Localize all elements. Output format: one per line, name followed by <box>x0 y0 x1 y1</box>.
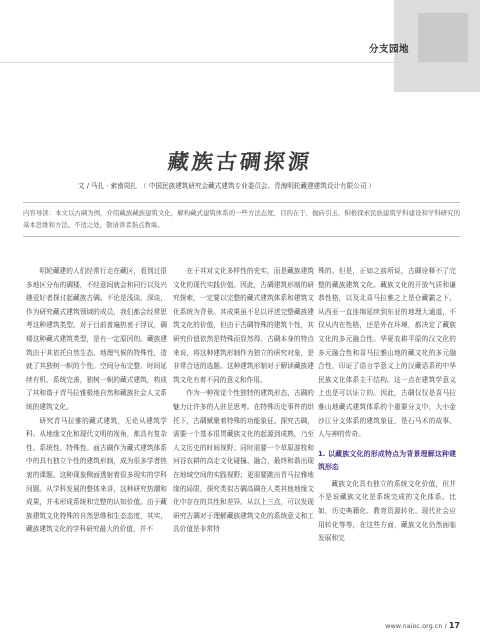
footer-separator: / <box>444 622 447 630</box>
section-heading: 1. 以藏族文化的形成特点为背景理解这种建筑形态 <box>318 449 456 471</box>
paragraph: 作为一种视觉个性独特的建筑形态，古碉的魅力让许多的人驻足思考。在特殊历史事件的烘托下，古碉赋聚着特殊的功能象征。探究古碉，需要一个基本很贯藏族文化的起源到成熟，乃至人文历史的时间视野；同时需要一个草原游牧和河谷农耕的高走文化碰撞、融合，最终和谐出现在地域空间的实践视野；更需要跳出青马拉雅地缘的局限，探究类似古碉高碉在人类其他地缘文化中存在的共性和差异。从以上三点，可以发现研究古碉对于理解藏族建筑文化的系统意义和工具价值是非常特 <box>173 389 314 534</box>
body-column-2 <box>173 265 314 537</box>
page-footer <box>330 620 460 632</box>
paragraph: 殊的。但是，正如之前所说，古碉诠释不了完整的藏族建筑文化。藏族文化的开放气质和谦恭性格，以及北喜马拉雅之上是仓藏霸之下，从西亚一直连绵延续到东亚的地理大通道，不仅从内在性格，还是外在环境，都决定了藏族文化的多元融合性。华夏农耕平原的汉文化的多元融合性和喜马拉雅山地的藏文化的多元融合性，印证了语言学意义上的汉藏语系的中华民族文化体系主干结构。这一点在建筑学意义上也是可以证立的。因此，古碉仅仅是喜马拉雅山地藏式建筑体系的个重要分支中，大小金沙江分支体系的建筑象征，是石马木的故事、人与神的传奇。 <box>318 267 456 439</box>
footer-url: www.naioc.org.cn <box>385 622 443 630</box>
paragraph: 藏族文化具有独立的系统文化价值，但并不是说藏族文化是系统完成的文化体系。比如，历史典籍化、教育资源转化、现代社会应用转化等等，在这些方面，藏族文化仍然面临发展和完 <box>318 479 456 543</box>
section-label: 分支园地 <box>369 44 410 55</box>
article-byline: 文 / 马扎 · 索南周扎 （ 中国民族建筑研究会藏式建筑专业委员会、青海明轮藏建建筑设计有限公司 ） <box>78 182 376 190</box>
abstract-bottom-rule <box>23 236 460 237</box>
paragraph: 明轮藏建的人们经常行走在藏区，看到过很多地区分布的碉楼，不经意间就会和同行以及兴趣爱好者探讨起藏族古碉。不论是浅谈、深谈，作为研究藏式建筑领域的成员，我们都会经常思考这种建筑类型。对于目前普遍热衷于浮议，碉楼这种藏式建筑类型，是有一定原因的。藏族建筑由于其依托自然生态、地理气候的特殊性，造就了其独树一帜的个性。空间分布完整、时间延续有机、系统完善，独树一帜的藏式建筑，构成了其和谐于青马拉雅极地自然和藏族社会人文系统的建筑文化。 <box>26 267 167 411</box>
header-divider <box>0 62 480 63</box>
page-number: 17 <box>448 621 460 630</box>
paragraph: 在于其对文化多样性的充实，而是藏族建筑文化的现代实践价值。因此，古碉建筑形制的研究探索，一定要以完整的藏式建筑体系和建筑文化系统为背景。其成果虽不足以评述完整藏族建筑文化的价值，但由于古碉特殊的建筑个性，其研究价值依然是特殊而显然得。古碉本身的特点来说，将这种建筑形制作为独立的研究对象，是非常合适的选题。这种建筑形制对于解读藏族建筑文化有着不同的意义和作用。 <box>173 267 314 384</box>
body-column-1 <box>26 265 167 537</box>
paragraph: 研究青马拉雅的藏式建筑，无论从建筑学科、从地缘文化和现代文明的视角，都具有复杂性、系统性、特殊性。面古碉作为藏式建筑体系中的具有独立个性的建筑形制，成为很多学者热衷的课题。这种现象侧面透射着很多现实的学科问题。从学科发展的整体来讲，这种研究热潮和成果，并未形成系统和完整的认知价值。由于藏族建筑文化特殊的自然思维和生态态度，其实，藏族建筑文化的学科研究最大的价值，并不 <box>26 416 167 534</box>
body-column-3 <box>318 265 456 546</box>
article-abstract: 内容导读：本文以古碉为例，介绍藏族藏族建筑文化，解构藏式建筑体系的一些方法态度，目的在于，抛砖引玉，积极探索民族建筑学科建设和学科研究的基本思维和方法。不适之处，敬请读者指点教诲。 <box>23 209 460 229</box>
article-title: 藏族古碉探源 <box>166 150 314 174</box>
abstract-top-rule <box>23 202 460 203</box>
